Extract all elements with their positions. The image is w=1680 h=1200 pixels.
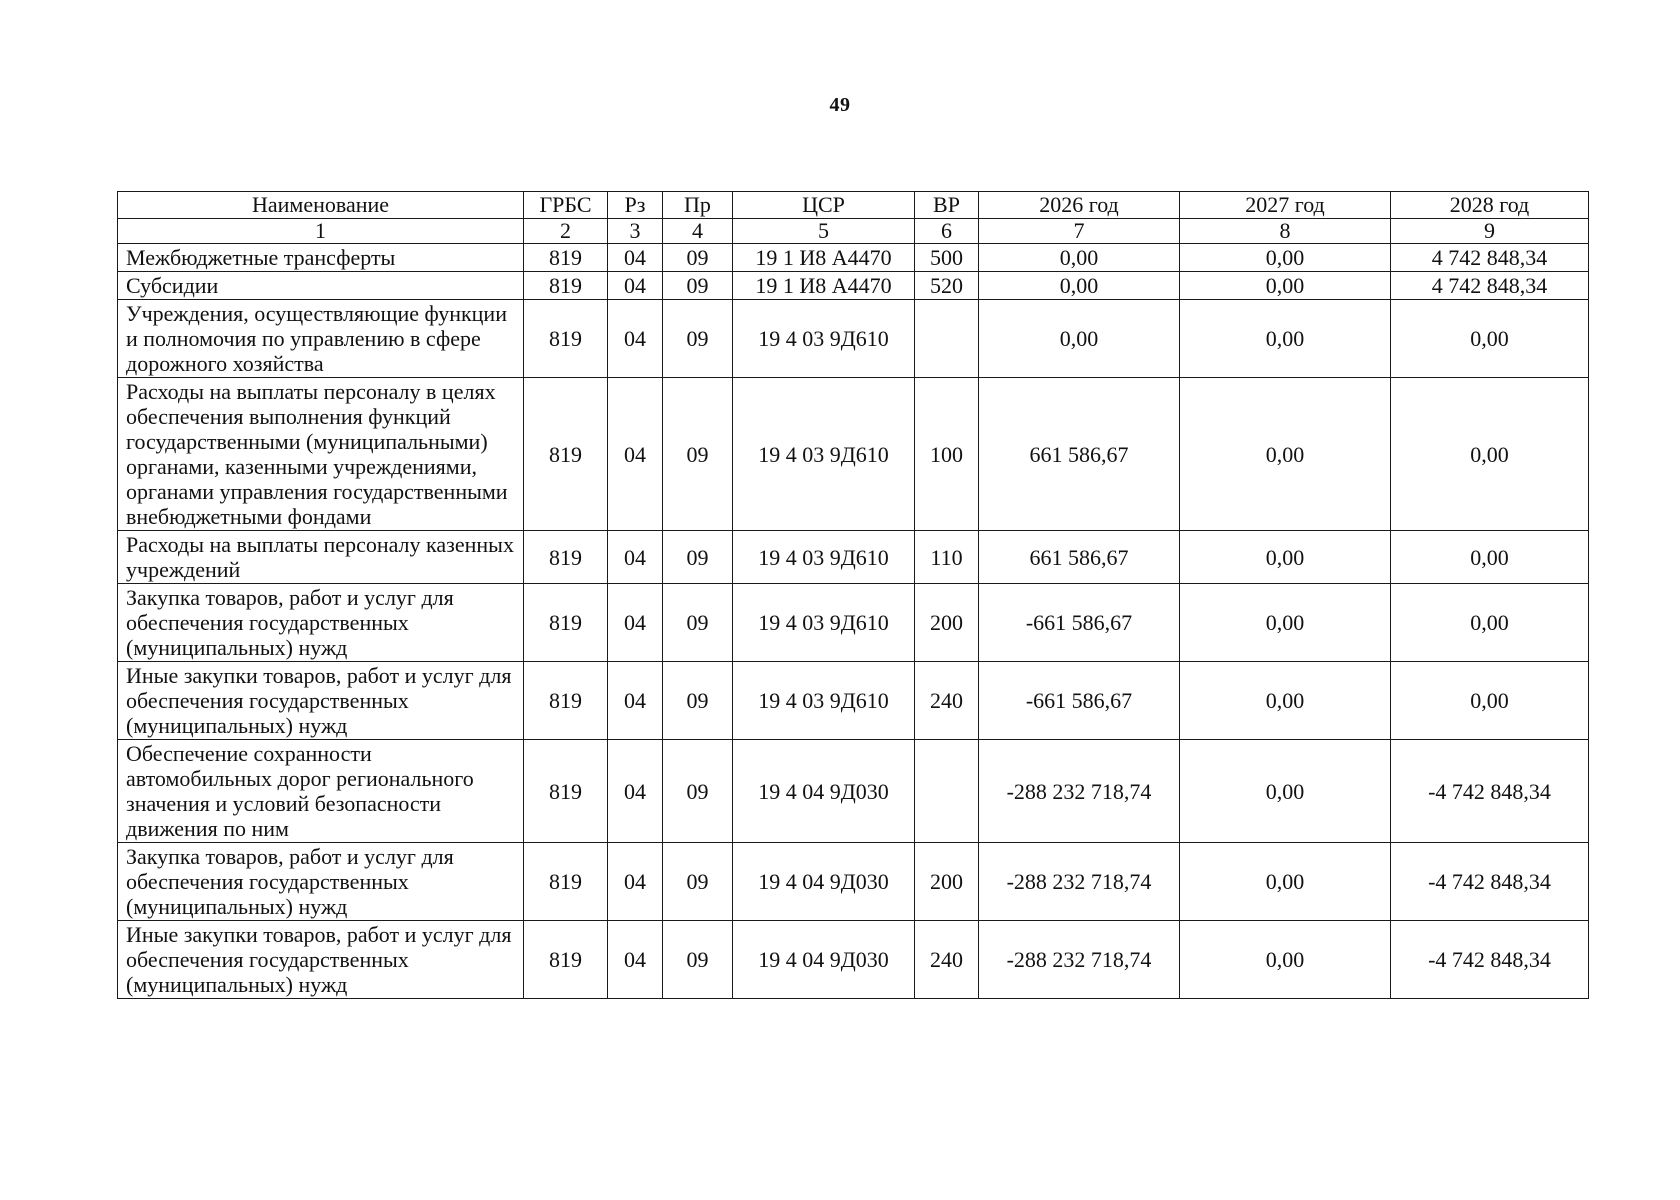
- cell-vr: 500: [915, 244, 979, 272]
- cell-pr: 09: [663, 843, 733, 921]
- cell-2028: -4 742 848,34: [1391, 843, 1589, 921]
- cell-vr: 100: [915, 378, 979, 531]
- column-number-row: [118, 219, 1589, 244]
- cell-rz: 04: [608, 584, 663, 662]
- page-number: 49: [829, 94, 851, 116]
- cell-grbs: 819: [524, 300, 608, 378]
- cell-rz: 04: [608, 740, 663, 843]
- cell-2027: 0,00: [1180, 662, 1391, 740]
- cell-2028: 0,00: [1391, 378, 1589, 531]
- cell-2027: 0,00: [1180, 300, 1391, 378]
- cell-pr: 09: [663, 531, 733, 584]
- cell-rz: 04: [608, 921, 663, 999]
- cell-grbs: 819: [524, 378, 608, 531]
- cell-2027: 0,00: [1180, 244, 1391, 272]
- cell-2027: 0,00: [1180, 584, 1391, 662]
- table-row: [118, 843, 1589, 921]
- header-cell-name: Наименование: [118, 192, 524, 219]
- column-number-cell: 6: [915, 219, 979, 244]
- cell-csr: 19 1 И8 А4470: [733, 244, 915, 272]
- cell-name: Межбюджетные трансферты: [118, 244, 524, 272]
- header-cell-2027: 2027 год: [1180, 192, 1391, 219]
- cell-rz: 04: [608, 300, 663, 378]
- cell-vr: 240: [915, 921, 979, 999]
- cell-pr: 09: [663, 244, 733, 272]
- cell-pr: 09: [663, 584, 733, 662]
- cell-2028: -4 742 848,34: [1391, 740, 1589, 843]
- cell-grbs: 819: [524, 921, 608, 999]
- cell-vr: 520: [915, 272, 979, 300]
- cell-name: Закупка товаров, работ и услуг для обеспечения государственных (муниципальных) нужд: [118, 843, 524, 921]
- cell-pr: 09: [663, 272, 733, 300]
- cell-rz: 04: [608, 378, 663, 531]
- cell-grbs: 819: [524, 272, 608, 300]
- header-cell-rz: Рз: [608, 192, 663, 219]
- cell-csr: 19 4 03 9Д610: [733, 378, 915, 531]
- cell-grbs: 819: [524, 244, 608, 272]
- column-number-cell: 2: [524, 219, 608, 244]
- cell-vr: [915, 300, 979, 378]
- cell-2026: -288 232 718,74: [979, 921, 1180, 999]
- cell-pr: 09: [663, 740, 733, 843]
- cell-2028: 0,00: [1391, 531, 1589, 584]
- table-row: [118, 378, 1589, 531]
- cell-name: Субсидии: [118, 272, 524, 300]
- cell-vr: 240: [915, 662, 979, 740]
- cell-2026: 661 586,67: [979, 531, 1180, 584]
- cell-grbs: 819: [524, 843, 608, 921]
- cell-2027: 0,00: [1180, 378, 1391, 531]
- table-row: [118, 244, 1589, 272]
- cell-name: Иные закупки товаров, работ и услуг для обеспечения государственных (муниципальных) нужд: [118, 921, 524, 999]
- column-number-cell: 1: [118, 219, 524, 244]
- cell-2028: 0,00: [1391, 300, 1589, 378]
- header-cell-grbs: ГРБС: [524, 192, 608, 219]
- cell-2026: 0,00: [979, 300, 1180, 378]
- cell-rz: 04: [608, 272, 663, 300]
- header-cell-pr: Пр: [663, 192, 733, 219]
- cell-csr: 19 4 04 9Д030: [733, 921, 915, 999]
- cell-csr: 19 4 04 9Д030: [733, 740, 915, 843]
- budget-table: [117, 191, 1589, 999]
- cell-vr: 110: [915, 531, 979, 584]
- table-header-row: [118, 192, 1589, 219]
- cell-name: Расходы на выплаты персоналу в целях обеспечения выполнения функций государственными (муниципальными) органами, казенными учреждениями, органами управления государственными внебюджетными фондами: [118, 378, 524, 531]
- column-number-cell: 5: [733, 219, 915, 244]
- header-cell-vr: ВР: [915, 192, 979, 219]
- cell-name: Расходы на выплаты персоналу казенных учреждений: [118, 531, 524, 584]
- cell-2026: -288 232 718,74: [979, 843, 1180, 921]
- table-row: [118, 740, 1589, 843]
- cell-csr: 19 4 03 9Д610: [733, 531, 915, 584]
- cell-vr: 200: [915, 584, 979, 662]
- cell-2028: 0,00: [1391, 662, 1589, 740]
- column-number-cell: 3: [608, 219, 663, 244]
- column-number-cell: 9: [1391, 219, 1589, 244]
- cell-2027: 0,00: [1180, 272, 1391, 300]
- cell-2027: 0,00: [1180, 843, 1391, 921]
- cell-grbs: 819: [524, 584, 608, 662]
- cell-grbs: 819: [524, 662, 608, 740]
- cell-pr: 09: [663, 662, 733, 740]
- table-row: [118, 300, 1589, 378]
- table-row: [118, 921, 1589, 999]
- cell-2026: 0,00: [979, 272, 1180, 300]
- cell-pr: 09: [663, 378, 733, 531]
- table-row: [118, 272, 1589, 300]
- cell-2026: -661 586,67: [979, 584, 1180, 662]
- cell-grbs: 819: [524, 531, 608, 584]
- cell-csr: 19 4 03 9Д610: [733, 584, 915, 662]
- cell-2028: 0,00: [1391, 584, 1589, 662]
- table-row: [118, 584, 1589, 662]
- cell-csr: 19 4 03 9Д610: [733, 662, 915, 740]
- header-cell-2026: 2026 год: [979, 192, 1180, 219]
- cell-grbs: 819: [524, 740, 608, 843]
- column-number-cell: 7: [979, 219, 1180, 244]
- cell-rz: 04: [608, 244, 663, 272]
- cell-name: Обеспечение сохранности автомобильных дорог регионального значения и условий безопасности движения по ним: [118, 740, 524, 843]
- cell-csr: 19 1 И8 А4470: [733, 272, 915, 300]
- cell-rz: 04: [608, 531, 663, 584]
- cell-name: Учреждения, осуществляющие функции и полномочия по управлению в сфере дорожного хозяйства: [118, 300, 524, 378]
- cell-pr: 09: [663, 300, 733, 378]
- cell-2028: 4 742 848,34: [1391, 272, 1589, 300]
- cell-rz: 04: [608, 843, 663, 921]
- column-number-cell: 4: [663, 219, 733, 244]
- cell-name: Закупка товаров, работ и услуг для обеспечения государственных (муниципальных) нужд: [118, 584, 524, 662]
- cell-csr: 19 4 03 9Д610: [733, 300, 915, 378]
- cell-rz: 04: [608, 662, 663, 740]
- cell-csr: 19 4 04 9Д030: [733, 843, 915, 921]
- cell-2028: -4 742 848,34: [1391, 921, 1589, 999]
- header-cell-csr: ЦСР: [733, 192, 915, 219]
- cell-2027: 0,00: [1180, 740, 1391, 843]
- cell-vr: 200: [915, 843, 979, 921]
- cell-2028: 4 742 848,34: [1391, 244, 1589, 272]
- cell-2026: -288 232 718,74: [979, 740, 1180, 843]
- cell-2027: 0,00: [1180, 531, 1391, 584]
- cell-2026: -661 586,67: [979, 662, 1180, 740]
- table-row: [118, 531, 1589, 584]
- table-row: [118, 662, 1589, 740]
- cell-name: Иные закупки товаров, работ и услуг для обеспечения государственных (муниципальных) нужд: [118, 662, 524, 740]
- cell-2026: 0,00: [979, 244, 1180, 272]
- cell-pr: 09: [663, 921, 733, 999]
- cell-2027: 0,00: [1180, 921, 1391, 999]
- cell-vr: [915, 740, 979, 843]
- cell-2026: 661 586,67: [979, 378, 1180, 531]
- column-number-cell: 8: [1180, 219, 1391, 244]
- header-cell-2028: 2028 год: [1391, 192, 1589, 219]
